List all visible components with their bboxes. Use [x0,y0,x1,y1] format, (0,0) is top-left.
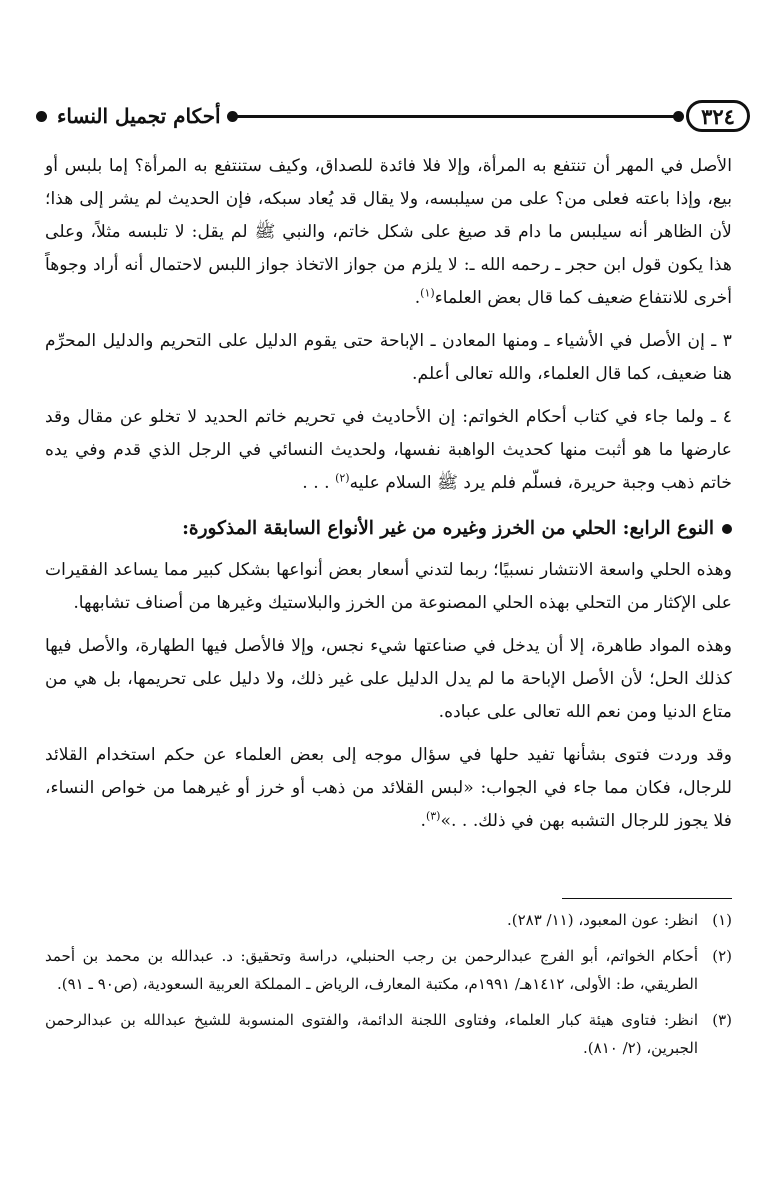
footnote-2 [45,942,732,998]
page-header [36,96,750,136]
section-heading-text: النوع الرابع: الحلي من الخرز وغيره من غير الأنواع السابقة المذكورة: [182,518,714,539]
footnote-text: أحكام الخواتم، أبو الفرج عبدالرحمن بن رجب الحنبلي، دراسة وتحقيق: د. عبدالله بن محمد بن أحمد الطريقي، ط: الأولى، ١٤١٢هـ/ ١٩٩١م، مكتبة المعارف، الرياض ـ المملكة العربية السعودية، (ص٩٠ ـ ٩١). [45,947,698,993]
footnote-text: انظر: فتاوى هيئة كبار العلماء، وفتاوى اللجنة الدائمة، والفتوى المنسوبة للشيخ عبدالله بن عبدالرحمن الجبرين، (٢/ ٨١٠). [45,1011,698,1057]
paragraph-3-text: ٤ ـ ولما جاء في كتاب أحكام الخواتم: إن الأحاديث في تحريم خاتم الحديد لا تخلو عن مقال وقد عارضها ما هو أثبت منها كحديث الواهبة نفسها، ولحديث النسائي في الرجل الذي قدم وفي يده خاتم ذهب وجبة حريرة، فسلّم فلم يرد ﷺ السلام عليه [45,407,732,493]
running-title: أحكام تجميل النساء [57,104,221,128]
paragraph-5: وهذه المواد طاهرة، إلا أن يدخل في صناعتها شيء نجس، وإلا فالأصل فيها الطهارة، والأصل فيها كذلك الحل؛ لأن الأصل الإباحة ما لم يدل الدليل على غير ذلك، ولا دليل على تحريمها، بل هي من متاع الدنيا ومن نعم الله تعالى على عباده. [45,636,732,722]
footnote-number: (٢) [712,947,732,965]
main-text [45,150,732,848]
footnote-number: (١) [712,911,732,929]
paragraph-3-end: . . . [302,473,330,493]
footnotes [45,906,732,1070]
paragraph-1 [45,150,732,315]
footnote-number: (٣) [712,1011,732,1029]
paragraph-6 [45,739,732,838]
footnote-text: انظر: عون المعبود، (١١/ ٢٨٣). [506,911,698,929]
paragraph-2: ٣ ـ إن الأصل في الأشياء ـ ومنها المعادن ـ الإباحة حتى يقوم الدليل على التحريم والدليل المحرِّم هنا ضعيف، كما قال العلماء، والله تعالى أعلم. [45,331,732,384]
footnote-ref-2[interactable]: (٢) [335,471,350,485]
paragraph-4: وهذه الحلي واسعة الانتشار نسبيًا؛ ربما لتدني أسعار بعض أنواعها بشكل كبير مما يساعد الفقيرات على الإكثار من التحلي بهذه الحلي المصنوعة من الخرز والبلاستيك وغيرها من أصناف تشابهها. [45,560,732,613]
footnote-1 [45,906,732,934]
header-bullet [36,111,47,122]
page-number: ٣٢٤ [686,100,750,132]
footnote-3 [45,1006,732,1062]
section-heading [45,512,732,546]
footnote-separator [562,898,732,899]
footnote-ref-3[interactable]: (٣) [425,809,441,823]
footnote-ref-1[interactable]: (١) [420,286,435,300]
section-bullet [722,524,732,534]
paragraph-3 [45,401,732,500]
paragraph-1-text: الأصل في المهر أن تنتفع به المرأة، وإلا فلا فائدة للصداق، وكيف ستنتفع به المرأة؟ إما بلبس أو بيع، وإذا باعته فعلى من؟ على من سيلبسه، ولا يقال قد يُعاد سبكه، فإن الحديث لم يشر إلى هذا؛ لأن الظاهر أنه سيلبس ما دام قد صيغ على شكل خاتم، والنبي ﷺ لم يقل: لا تلبسه مثلاً، وعلى هذا يكون قول ابن حجر ـ رحمه الله ـ: لا يلزم من جواز الاتخاذ جواز اللبس لاحتمال أنه أراد وجوهاً أخرى للانتفاع ضعيف كما قال بعض العلماء [45,156,732,308]
paragraph-6-end: . [420,811,426,831]
header-rule [233,115,678,118]
paragraph-6-text: وقد وردت فتوى بشأنها تفيد حلها في سؤال موجه إلى بعض العلماء عن حكم استخدام القلائد للرجال، فكان مما جاء في الجواب: «لبس القلائد من ذهب أو خرز أو غيرهما من خواص النساء، فلا يجوز للرجال التشبه بهن في ذلك. . .» [45,745,732,831]
paragraph-1-end: . [414,288,421,308]
